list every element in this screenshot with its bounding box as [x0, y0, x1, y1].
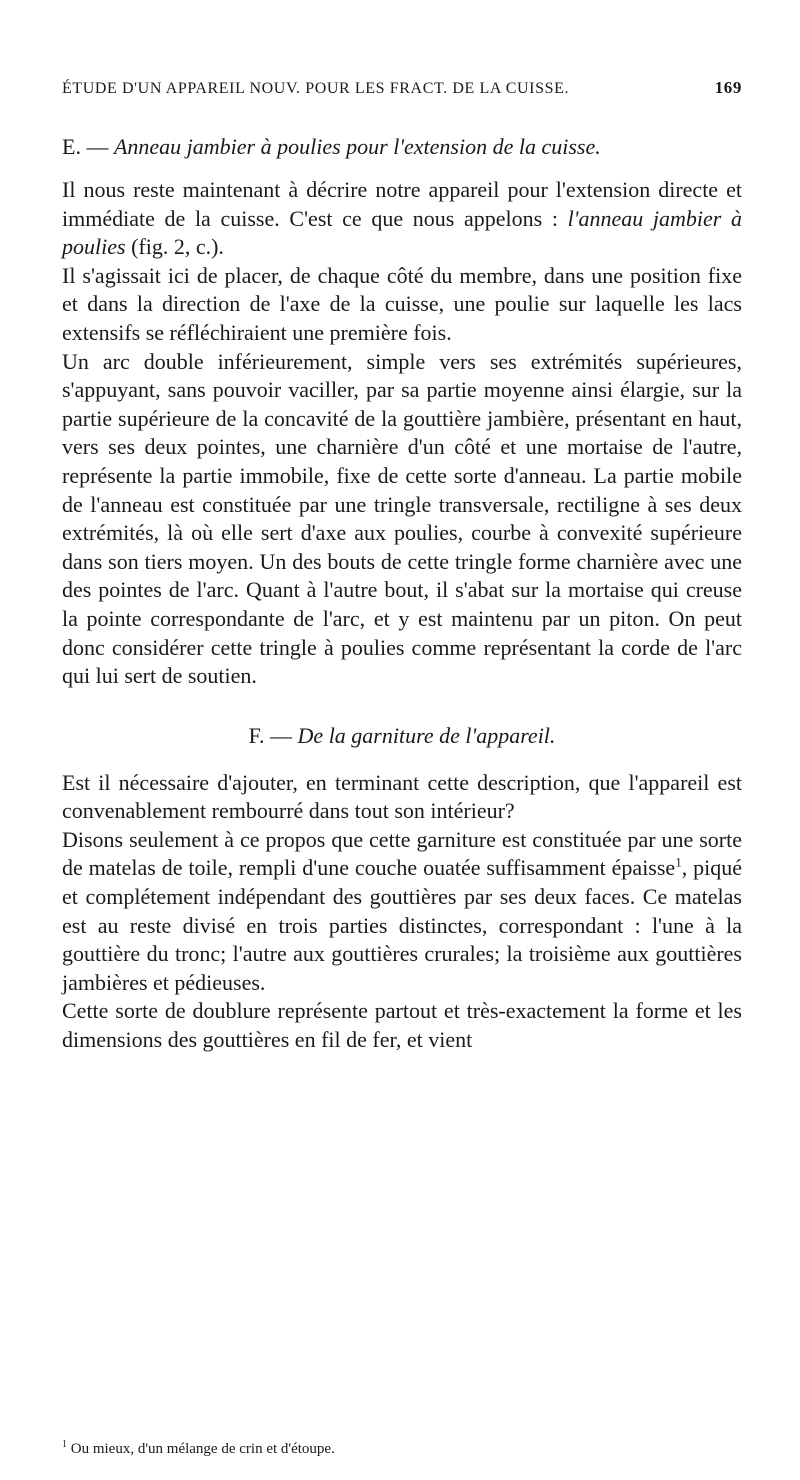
footnote-reference: 1	[675, 855, 682, 871]
page-number: 169	[714, 78, 742, 97]
footnote-marker: 1	[62, 1439, 67, 1450]
paragraph: Il s'agissait ici de placer, de chaque côté du membre, dans une position fixe et dans la direction de l'axe de la cuisse, une poulie sur laquelle les lacs extensifs se réfléchiraient une première fois.	[62, 262, 742, 345]
section-e-letter: E.	[62, 134, 81, 159]
paragraph: Cette sorte de doublure représente partout et très-exactement la forme et les dimensions des gouttières en fil de fer, et vient	[62, 998, 742, 1053]
footnote-text: Ou mieux, d'un mélange de crin et d'étoupe.	[70, 1441, 335, 1457]
footnote	[62, 1435, 742, 1459]
paragraph-italic-term: l'anneau jambier à poulies	[62, 205, 742, 260]
paragraph	[62, 176, 742, 262]
section-f-title: De la garniture de l'appareil.	[297, 722, 556, 748]
running-header	[62, 78, 742, 98]
paragraph-text: , piqué et complétement indépendant des gouttières par ses deux faces. Ce matelas est au reste divisé en trois parties distinctes, correspondant : l'une à la gouttière du tronc; l'autre aux gouttières crurales; la troisième aux gouttières jambières et pédieuses.	[62, 855, 742, 995]
paragraph-text: (fig. 2, c.).	[125, 234, 224, 260]
section-f-heading	[62, 721, 742, 751]
book-page	[62, 78, 742, 1055]
section-e-heading	[62, 132, 742, 162]
paragraph-text: Disons seulement à ce propos que cette garniture est constituée par une sorte de matelas de toile, rempli d'une couche ouatée suffisamment épaisse	[62, 826, 742, 881]
paragraph	[62, 826, 742, 998]
section-f-dash: —	[270, 722, 293, 748]
section-e-title: Anneau jambier à poulies pour l'extension de la cuisse.	[113, 134, 601, 159]
paragraph-text: Il nous reste maintenant à décrire notre appareil pour l'extension directe et immédiate de la cuisse. C'est ce que nous appelons :	[62, 177, 742, 231]
section-f-letter: F.	[248, 722, 265, 748]
running-title: ÉTUDE D'UN APPAREIL NOUV. POUR LES FRACT. DE LA CUISSE.	[62, 80, 570, 97]
paragraph: Est il nécessaire d'ajouter, en terminant cette description, que l'appareil est convenablement rembourré dans tout son intérieur?	[62, 769, 742, 824]
paragraph: Un arc double inférieurement, simple vers ses extrémités supérieures, s'appuyant, sans pouvoir vaciller, par sa partie moyenne ainsi élargie, sur la partie supérieure de la concavité de la gouttière jambière, présentant en haut, vers ses deux pointes, une charnière d'un côté et une mortaise de l'autre, représente la partie immobile, fixe de cette sorte d'anneau. La partie mobile de l'anneau est constituée par une tringle transversale, rectiligne à ses deux extrémités, là où elle sert d'axe aux poulies, courbe à convexité supérieure dans son tiers moyen. Un des bouts de cette tringle forme charnière avec une des pointes de l'arc. Quant à l'autre bout, il s'abat sur la mortaise qui creuse la pointe correspondante de l'arc, et y est maintenu par un piton. On peut donc considérer cette tringle à poulies comme représentant la corde de l'arc qui lui sert de soutien.	[62, 348, 742, 689]
section-e-dash: —	[86, 134, 109, 159]
